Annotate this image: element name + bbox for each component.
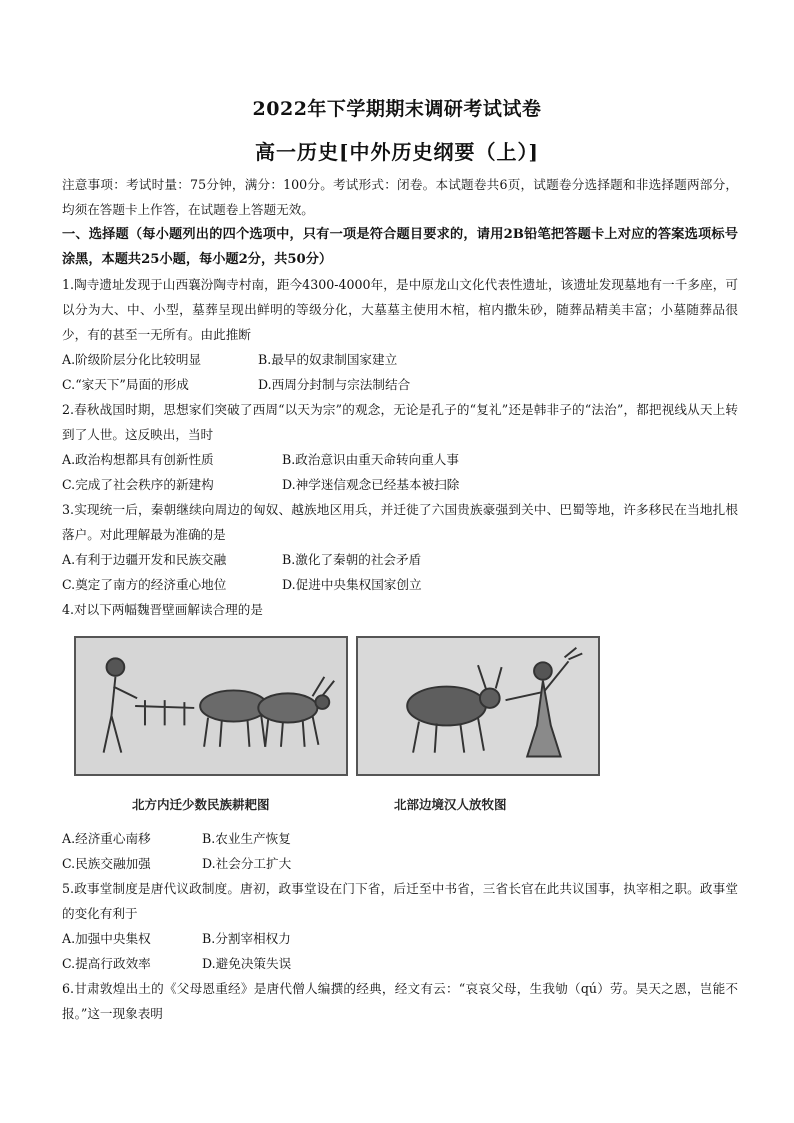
question-5-options-row-1 — [62, 926, 738, 951]
question-4-option-c: C.民族交融加强 — [62, 856, 151, 871]
question-1-option-c: C.“家天下”局面的形成 — [62, 377, 189, 392]
question-4-option-d: D.社会分工扩大 — [202, 856, 292, 871]
question-1-option-a: A.阶级阶层分化比较明显 — [62, 352, 202, 367]
right-figure-caption: 北部边境汉人放牧图 — [394, 797, 507, 812]
question-2-stem: 2.春秋战国时期，思想家们突破了西周“以天为宗”的观念，无论是孔子的“复礼”还是韩非子的“法治”，都把视线从天上转到了人世。这反映出，当时 — [62, 402, 738, 442]
question-5-option-a: A.加强中央集权 — [62, 931, 151, 946]
question-1-options-row-2 — [62, 372, 738, 397]
question-3-options-row-1 — [62, 547, 738, 572]
question-3-option-a: A.有利于边疆开发和民族交融 — [62, 552, 227, 567]
question-2-options-row-1 — [62, 447, 738, 472]
question-2-options-row-2 — [62, 472, 738, 497]
question-4-option-b: B.农业生产恢复 — [202, 831, 291, 846]
left-figure-caption: 北方内迁少数民族耕耙图 — [132, 797, 270, 812]
question-1-option-d: D.西周分封制与宗法制结合 — [258, 377, 411, 392]
question-3-option-c: C.奠定了南方的经济重心地位 — [62, 577, 227, 592]
herding-mural-image — [356, 636, 600, 776]
question-3-option-b: B.激化了秦朝的社会矛盾 — [282, 552, 422, 567]
question-2-option-d: D.神学迷信观念已经基本被扫除 — [282, 477, 460, 492]
question-1-options-row-1 — [62, 347, 738, 372]
question-4-stem: 4.对以下两幅魏晋壁画解读合理的是 — [62, 602, 263, 617]
question-5-option-d: D.避免决策失误 — [202, 956, 292, 971]
mural-figure — [62, 626, 738, 826]
question-4-options-row-1 — [62, 826, 738, 851]
plowing-mural-image — [74, 636, 348, 776]
question-5-options-row-2 — [62, 951, 738, 976]
question-6-stem: 6.甘肃敦煌出土的《父母恩重经》是唐代僧人编撰的经典，经文有云：“哀哀父母，生我劬（qú）劳。昊天之恩，岂能不报。”这一现象表明 — [62, 981, 738, 1021]
question-3-stem: 3.实现统一后，秦朝继续向周边的匈奴、越族地区用兵，并迁徙了六国贵族豪强到关中、巴蜀等地，许多移民在当地扎根落户。对此理解最为准确的是 — [62, 502, 738, 542]
question-2-option-b: B.政治意识由重天命转向重人事 — [282, 452, 459, 467]
question-2-option-a: A.政治构想都具有创新性质 — [62, 452, 214, 467]
question-5-stem: 5.政事堂制度是唐代议政制度。唐初，政事堂设在门下省，后迁至中书省，三省长官在此共议国事，执宰相之职。政事堂的变化有利于 — [62, 881, 738, 921]
section-heading: 一、选择题（每小题列出的四个选项中，只有一项是符合题目要求的，请用2B铅笔把答题卡上对应的答案选项标号涂黑，本题共25小题，每小题2分，共50分） — [62, 227, 738, 267]
notice-text: 注意事项：考试时量：75分钟，满分：100分。考试形式：闭卷。本试题卷共6页，试题卷分选择题和非选择题两部分，均须在答题卡上作答，在试题卷上答题无效。 — [62, 177, 738, 217]
question-4-option-a: A.经济重心南移 — [62, 831, 151, 846]
question-1-stem: 1.陶寺遗址发现于山西襄汾陶寺村南，距今4300-4000年，是中原龙山文化代表性遗址，该遗址发现墓地有一千多座，可以分为大、中、小型，墓葬呈现出鲜明的等级分化，大墓墓主使用木棺，棺内撒朱砂，随葬品精美丰富；小墓随葬品很少，有的甚至一无所有。由此推断 — [62, 277, 738, 342]
question-4-options-row-2 — [62, 851, 738, 876]
question-1-option-b: B.最早的奴隶制国家建立 — [258, 352, 398, 367]
exam-body — [62, 172, 738, 1026]
question-3-option-d: D.促进中央集权国家创立 — [282, 577, 422, 592]
question-5-option-c: C.提高行政效率 — [62, 956, 151, 971]
question-5-option-b: B.分割宰相权力 — [202, 931, 291, 946]
exam-subtitle: 高一历史[中外历史纲要（上）] — [255, 140, 539, 164]
question-2-option-c: C.完成了社会秩序的新建构 — [62, 477, 214, 492]
exam-title: 2022年下学期期末调研考试试卷 — [252, 98, 542, 120]
question-3-options-row-2 — [62, 572, 738, 597]
